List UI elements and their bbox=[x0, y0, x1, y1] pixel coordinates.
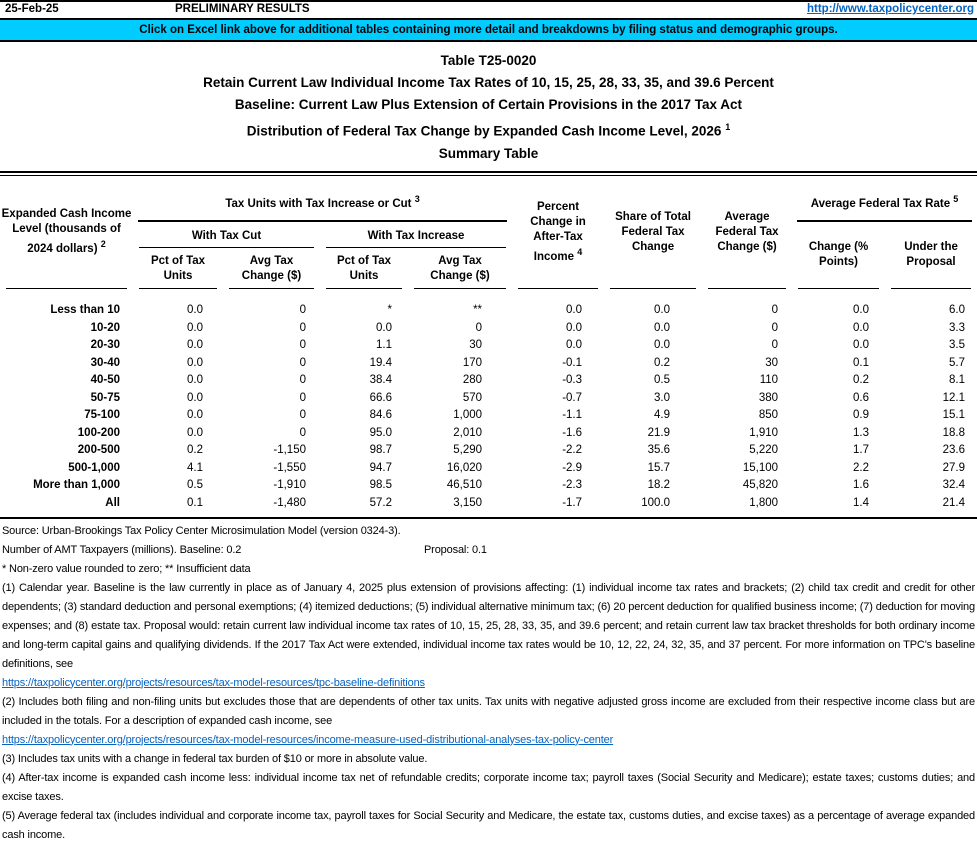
rate-change-cell: 0.2 bbox=[853, 374, 870, 387]
increase-avg-cell: 46,510 bbox=[446, 479, 483, 492]
header-bar bbox=[0, 0, 977, 18]
increase-avg-cell: 16,020 bbox=[446, 461, 483, 474]
column-header-cut-pct-units: Pct of Tax Units bbox=[133, 248, 223, 289]
income-level-cell: 50-75 bbox=[90, 391, 120, 404]
avg-change-cell: 5,220 bbox=[749, 444, 779, 457]
share-cell: 0.2 bbox=[654, 356, 671, 369]
share-cell: 3.0 bbox=[654, 391, 671, 404]
increase-avg-cell: ** bbox=[473, 304, 483, 317]
share-cell: 0.0 bbox=[654, 339, 671, 352]
cut-pct-cell: 0.0 bbox=[187, 426, 203, 439]
income-level-cell: 100-200 bbox=[77, 426, 120, 439]
avg-change-cell: 0 bbox=[771, 339, 779, 352]
pct-change-cell: 0.0 bbox=[566, 339, 583, 352]
share-cell: 0.0 bbox=[654, 321, 671, 334]
date-label: 25-Feb-25 bbox=[5, 3, 59, 15]
excel-banner bbox=[0, 18, 977, 42]
cut-avg-cell: -1,150 bbox=[273, 444, 306, 457]
footnote-1: (1) Calendar year. Baseline is the law currently in place as of January 4, 2025 plus extension of provisions affecting: (1) individual income tax rates and brackets; (2) child tax credit and credit for other dependents; (3) standard deduction and personal exemptions; (4) itemized deductions; (5) individual alternative minimum tax; (6) 20 percent deduction for qualified business income; (7) deduction for moving expenses; and (8) estate tax. Proposal would: retain current law individual income tax rates of 10, 15, 25, 28, 33, 35, and 39.6 percent; and retain current law tax bracket thresholds for both ordinary income and long-term capital gains and qualifying dividends. If the 2017 Tax Act were extended, individual income tax rates would be 10, 12, 22, 24, 32, 35, and 37 percent. For more information on TPC's baseline definitions, see bbox=[2, 581, 975, 670]
pct-change-cell: -2.9 bbox=[562, 461, 583, 474]
group-header-with-tax-cut: With Tax Cut bbox=[133, 222, 320, 248]
table-number-title: Table T25-0020 bbox=[440, 53, 537, 68]
rate-change-cell: 0.0 bbox=[853, 339, 870, 352]
increase-avg-cell: 2,010 bbox=[453, 426, 483, 439]
column-header-cut-avg-change: Avg Tax Change ($) bbox=[223, 248, 320, 289]
column-header-under-proposal: Under the Proposal bbox=[885, 222, 977, 289]
increase-pct-cell: 95.0 bbox=[369, 426, 392, 439]
cut-avg-cell: -1,910 bbox=[273, 479, 306, 492]
column-header-change-points: Change (% Points) bbox=[792, 222, 885, 289]
increase-pct-cell: 19.4 bbox=[369, 356, 392, 369]
table-row bbox=[0, 407, 977, 425]
avg-change-cell: 0 bbox=[771, 304, 779, 317]
share-cell: 21.9 bbox=[647, 426, 671, 439]
site-link[interactable]: http://www.taxpolicycenter.org bbox=[807, 3, 974, 15]
rate-proposal-cell: 12.1 bbox=[942, 391, 966, 404]
table-row bbox=[0, 442, 977, 460]
rate-proposal-cell: 3.5 bbox=[949, 339, 966, 352]
increase-pct-cell: 84.6 bbox=[369, 409, 392, 422]
increase-pct-cell: * bbox=[387, 304, 392, 317]
income-level-cell: 40-50 bbox=[90, 374, 120, 387]
column-header-increase-pct-units: Pct of Tax Units bbox=[320, 248, 408, 289]
share-cell: 100.0 bbox=[641, 496, 671, 509]
share-cell: 18.2 bbox=[647, 479, 671, 492]
rate-change-cell: 1.6 bbox=[853, 479, 870, 492]
rate-change-cell: 0.6 bbox=[853, 391, 870, 404]
income-measure-link[interactable]: https://taxpolicycenter.org/projects/resources/tax-model-resources/income-measure-used-distributional-analyses-tax-policy-center bbox=[2, 733, 614, 746]
column-header-average-change: Average Federal Tax Change ($) bbox=[702, 176, 792, 289]
notes-section bbox=[0, 519, 977, 845]
column-header-pct-change-after-tax-income: Percent Change in After-Tax Income $^4$ bbox=[512, 176, 604, 289]
cut-avg-cell: -1,480 bbox=[273, 496, 306, 509]
column-header-income-level: Expanded Cash Income Level (thousands of 2024 dollars) $^2$ bbox=[0, 176, 133, 289]
avg-change-cell: 30 bbox=[765, 356, 779, 369]
avg-change-cell: 15,100 bbox=[742, 461, 779, 474]
cut-avg-cell: 0 bbox=[299, 321, 306, 334]
income-level-cell: 20-30 bbox=[90, 339, 120, 352]
rate-change-cell: 1.3 bbox=[853, 426, 870, 439]
footnote-2: (2) Includes both filing and non-filing units but excludes those that are dependents of other tax units. Tax units with negative adjusted gross income are excluded from their respective income class but are included in the totals. For a description of expanded cash income, see bbox=[2, 695, 975, 727]
baseline-definitions-link[interactable]: https://taxpolicycenter.org/projects/resources/tax-model-resources/tpc-baseline-definitions bbox=[2, 676, 425, 689]
income-level-cell: 500-1,000 bbox=[68, 461, 120, 474]
pct-change-cell: -0.7 bbox=[562, 391, 583, 404]
cut-avg-cell: 0 bbox=[299, 374, 306, 387]
rate-proposal-cell: 23.6 bbox=[942, 444, 966, 457]
footnote-5: (5) Average federal tax (includes individual and corporate income tax, payroll taxes for Social Security and Medicare, the estate tax, customs duties, and excise taxes) as a percentage of average expanded cash income. bbox=[2, 809, 975, 841]
pct-change-cell: -2.2 bbox=[562, 444, 583, 457]
pct-change-cell: -0.1 bbox=[562, 356, 583, 369]
cut-avg-cell: 0 bbox=[299, 409, 306, 422]
pct-change-cell: 0.0 bbox=[566, 321, 583, 334]
cut-pct-cell: 0.1 bbox=[187, 496, 203, 509]
income-level-cell: 10-20 bbox=[90, 321, 120, 334]
increase-pct-cell: 38.4 bbox=[369, 374, 392, 387]
status-label: PRELIMINARY RESULTS bbox=[175, 3, 310, 15]
rate-proposal-cell: 5.7 bbox=[949, 356, 966, 369]
rate-change-cell: 2.2 bbox=[853, 461, 870, 474]
avg-change-cell: 110 bbox=[759, 374, 779, 387]
pct-change-cell: -0.3 bbox=[562, 374, 583, 387]
increase-pct-cell: 57.2 bbox=[369, 496, 392, 509]
cut-pct-cell: 0.0 bbox=[187, 356, 203, 369]
rate-proposal-cell: 27.9 bbox=[942, 461, 966, 474]
pct-change-cell: -1.7 bbox=[562, 496, 583, 509]
increase-pct-cell: 98.7 bbox=[369, 444, 392, 457]
pct-change-cell: -1.1 bbox=[562, 409, 583, 422]
rate-change-cell: 1.4 bbox=[853, 496, 870, 509]
table-row bbox=[0, 302, 977, 320]
increase-avg-cell: 170 bbox=[462, 356, 483, 369]
cut-avg-cell: 0 bbox=[299, 304, 306, 317]
pct-change-cell: 0.0 bbox=[566, 304, 583, 317]
amt-taxpayers-note bbox=[2, 541, 975, 560]
footnote-3: (3) Includes tax units with a change in federal tax burden of $10 or more in absolute value. bbox=[2, 752, 428, 765]
rate-change-cell: 0.0 bbox=[853, 321, 870, 334]
increase-avg-cell: 1,000 bbox=[453, 409, 483, 422]
cut-pct-cell: 0.0 bbox=[187, 374, 203, 387]
table-row bbox=[0, 424, 977, 442]
increase-pct-cell: 1.1 bbox=[376, 339, 392, 352]
rate-proposal-cell: 21.4 bbox=[942, 496, 966, 509]
cut-pct-cell: 0.2 bbox=[187, 444, 203, 457]
avg-change-cell: 45,820 bbox=[742, 479, 779, 492]
group-header-with-tax-increase: With Tax Increase bbox=[320, 222, 512, 248]
rate-change-cell: 1.7 bbox=[853, 444, 870, 457]
group-header-average-rate: Average Federal Tax Rate $^5$ bbox=[792, 176, 977, 222]
avg-change-cell: 1,800 bbox=[749, 496, 779, 509]
table-row bbox=[0, 354, 977, 372]
table-row bbox=[0, 477, 977, 495]
rate-proposal-cell: 32.4 bbox=[942, 479, 966, 492]
cut-avg-cell: 0 bbox=[299, 426, 306, 439]
share-cell: 0.0 bbox=[654, 304, 671, 317]
source-note: Source: Urban-Brookings Tax Policy Center Microsimulation Model (version 0324-3). bbox=[2, 524, 401, 537]
increase-avg-cell: 280 bbox=[462, 374, 483, 387]
income-level-cell: All bbox=[105, 496, 120, 509]
income-level-cell: 200-500 bbox=[77, 444, 120, 457]
cut-pct-cell: 0.0 bbox=[187, 321, 203, 334]
title-block bbox=[0, 50, 977, 165]
increase-pct-cell: 98.5 bbox=[369, 479, 392, 492]
cut-pct-cell: 0.0 bbox=[187, 391, 203, 404]
cut-avg-cell: 0 bbox=[299, 356, 306, 369]
share-cell: 35.6 bbox=[647, 444, 671, 457]
income-level-cell: 30-40 bbox=[90, 356, 120, 369]
avg-change-cell: 850 bbox=[758, 409, 779, 422]
cut-avg-cell: 0 bbox=[299, 391, 306, 404]
cut-pct-cell: 0.5 bbox=[187, 479, 203, 492]
avg-change-cell: 380 bbox=[758, 391, 779, 404]
amt-baseline-text: Number of AMT Taxpayers (millions). Baseline: 0.2 bbox=[2, 543, 242, 556]
cut-avg-cell: 0 bbox=[299, 339, 306, 352]
pct-change-cell: -1.6 bbox=[562, 426, 583, 439]
table-row bbox=[0, 337, 977, 355]
avg-change-cell: 0 bbox=[771, 321, 779, 334]
footnote-4: (4) After-tax income is expanded cash income less: individual income tax net of refundable credits; corporate income tax; payroll taxes (Social Security and Medicare); estate taxes; customs duties; and excise taxes. bbox=[2, 771, 975, 803]
banner-text: Click on Excel link above for additional tables containing more detail and breakdowns by filing status and demographic groups. bbox=[139, 24, 838, 36]
summary-table bbox=[0, 176, 977, 512]
table-row-total bbox=[0, 494, 977, 512]
increase-pct-cell: 94.7 bbox=[369, 461, 392, 474]
table-row bbox=[0, 372, 977, 390]
group-header-tax-units: Tax Units with Tax Increase or Cut $^3$ bbox=[133, 176, 512, 222]
amt-proposal-text: Proposal: 0.1 bbox=[424, 543, 487, 556]
cut-pct-cell: 0.0 bbox=[187, 304, 203, 317]
increase-avg-cell: 3,150 bbox=[453, 496, 483, 509]
rate-change-cell: 0.0 bbox=[853, 304, 870, 317]
increase-avg-cell: 30 bbox=[469, 339, 483, 352]
table-row bbox=[0, 319, 977, 337]
table-row bbox=[0, 459, 977, 477]
increase-pct-cell: 0.0 bbox=[376, 321, 392, 334]
spacer-row bbox=[0, 289, 977, 302]
column-header-share-of-total: Share of Total Federal Tax Change bbox=[604, 176, 702, 289]
title-line-4: Distribution of Federal Tax Change by Expanded Cash Income Level, 2026 $^1$ bbox=[246, 122, 731, 139]
cut-pct-cell: 0.0 bbox=[187, 339, 203, 352]
table-row bbox=[0, 389, 977, 407]
rate-change-cell: 0.1 bbox=[853, 356, 870, 369]
rate-proposal-cell: 8.1 bbox=[949, 374, 966, 387]
share-cell: 4.9 bbox=[654, 409, 671, 422]
increase-avg-cell: 570 bbox=[462, 391, 483, 404]
income-level-cell: Less than 10 bbox=[50, 304, 120, 317]
cut-avg-cell: -1,550 bbox=[273, 461, 306, 474]
income-level-cell: More than 1,000 bbox=[33, 479, 120, 492]
increase-avg-cell: 5,290 bbox=[453, 444, 483, 457]
rate-proposal-cell: 3.3 bbox=[949, 321, 966, 334]
title-line-2: Retain Current Law Individual Income Tax Rates of 10, 15, 25, 28, 33, 35, and 39.6 Percent bbox=[203, 75, 774, 90]
cut-pct-cell: 4.1 bbox=[187, 461, 203, 474]
legend-note: * Non-zero value rounded to zero; ** Insufficient data bbox=[2, 562, 251, 575]
rate-proposal-cell: 6.0 bbox=[949, 304, 966, 317]
share-cell: 0.5 bbox=[654, 374, 671, 387]
income-level-cell: 75-100 bbox=[84, 409, 120, 422]
increase-pct-cell: 66.6 bbox=[369, 391, 392, 404]
cut-pct-cell: 0.0 bbox=[187, 409, 203, 422]
column-header-increase-avg-change: Avg Tax Change ($) bbox=[408, 248, 512, 289]
avg-change-cell: 1,910 bbox=[749, 426, 779, 439]
increase-avg-cell: 0 bbox=[475, 321, 483, 334]
rate-change-cell: 0.9 bbox=[853, 409, 870, 422]
title-line-3: Baseline: Current Law Plus Extension of Certain Provisions in the 2017 Tax Act bbox=[234, 97, 743, 112]
rate-proposal-cell: 15.1 bbox=[942, 409, 966, 422]
share-cell: 15.7 bbox=[647, 461, 671, 474]
pct-change-cell: -2.3 bbox=[562, 479, 583, 492]
title-line-5: Summary Table bbox=[438, 145, 539, 161]
rate-proposal-cell: 18.8 bbox=[942, 426, 966, 439]
